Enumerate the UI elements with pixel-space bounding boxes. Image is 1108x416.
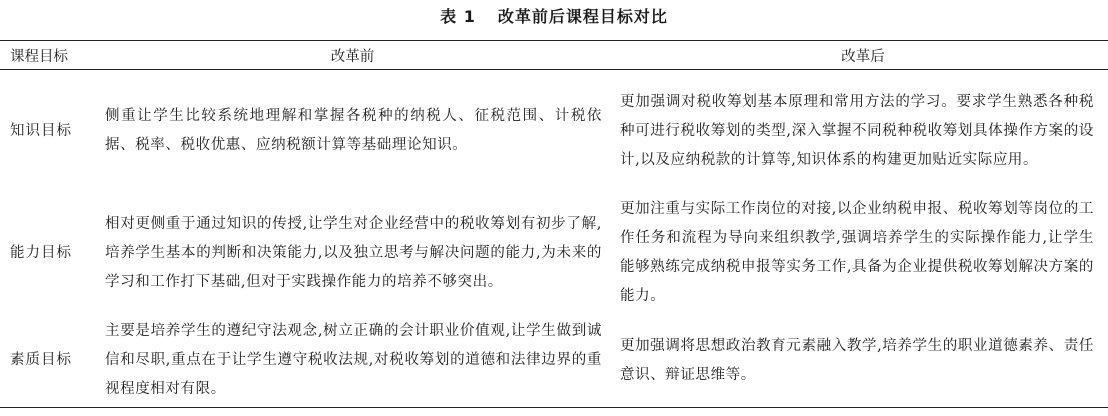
goal-cell: 知识目标 — [10, 122, 72, 139]
before-cell: 相对更侧重于通过知识的传授,让学生对企业经营中的税收筹划有初步了解,培养学生基本的判断和决策能力,以及独立思考与解决问题的能力,为未来的学习和工作打下基础,但对于实践操作能力的培养不够突出。 — [105, 215, 602, 290]
after-cell: 更加强调将思想政治教育元素融入教学,培养学生的职业道德素养、责任意识、辩证思维等。 — [618, 314, 1108, 408]
before-cell: 侧重让学生比较系统地理解和掌握各税种的纳税人、征税范围、计税依据、税率、税收优惠、应纳税额计算等基础理论知识。 — [105, 108, 602, 153]
after-cell: 更加注重与实际工作岗位的对接,以企业纳税申报、税收筹划等岗位的工作任务和流程为导向来组织教学,强调培养学生的实际操作能力,让学生能够熟练完成纳税申报等实务工作,具备为企业提供税收筹划解决方案的能力。 — [620, 201, 1094, 304]
table-number: 表 1 — [440, 7, 476, 26]
table-caption — [0, 6, 1108, 28]
header-row — [0, 41, 1108, 70]
before-cell: 主要是培养学生的遵纪守法观念,树立正确的会计职业价值观,让学生做到诚信和尽职,重点在于让学生遵守税收法规,对税收筹划的道德和法律边界的重视程度相对有限。 — [87, 314, 618, 408]
header-goal: 课程目标 — [0, 41, 87, 70]
table-title: 改革前后课程目标对比 — [497, 7, 668, 26]
after-cell: 更加强调对税收筹划基本原理和常用方法的学习。要求学生熟悉各种税种可进行税收筹划的类型,深入掌握不同税种税收筹划具体操作方案的设计,以及应纳税款的计算等,知识体系的构建更加贴近实际应用。 — [620, 93, 1094, 168]
header-after: 改革后 — [618, 41, 1108, 70]
table-row — [0, 70, 1108, 193]
header-before: 改革前 — [87, 41, 618, 70]
table-row — [0, 192, 1108, 314]
table-row — [0, 314, 1108, 408]
comparison-table — [0, 40, 1108, 408]
goal-cell: 能力目标 — [10, 244, 72, 261]
goal-cell: 素质目标 — [0, 314, 87, 408]
